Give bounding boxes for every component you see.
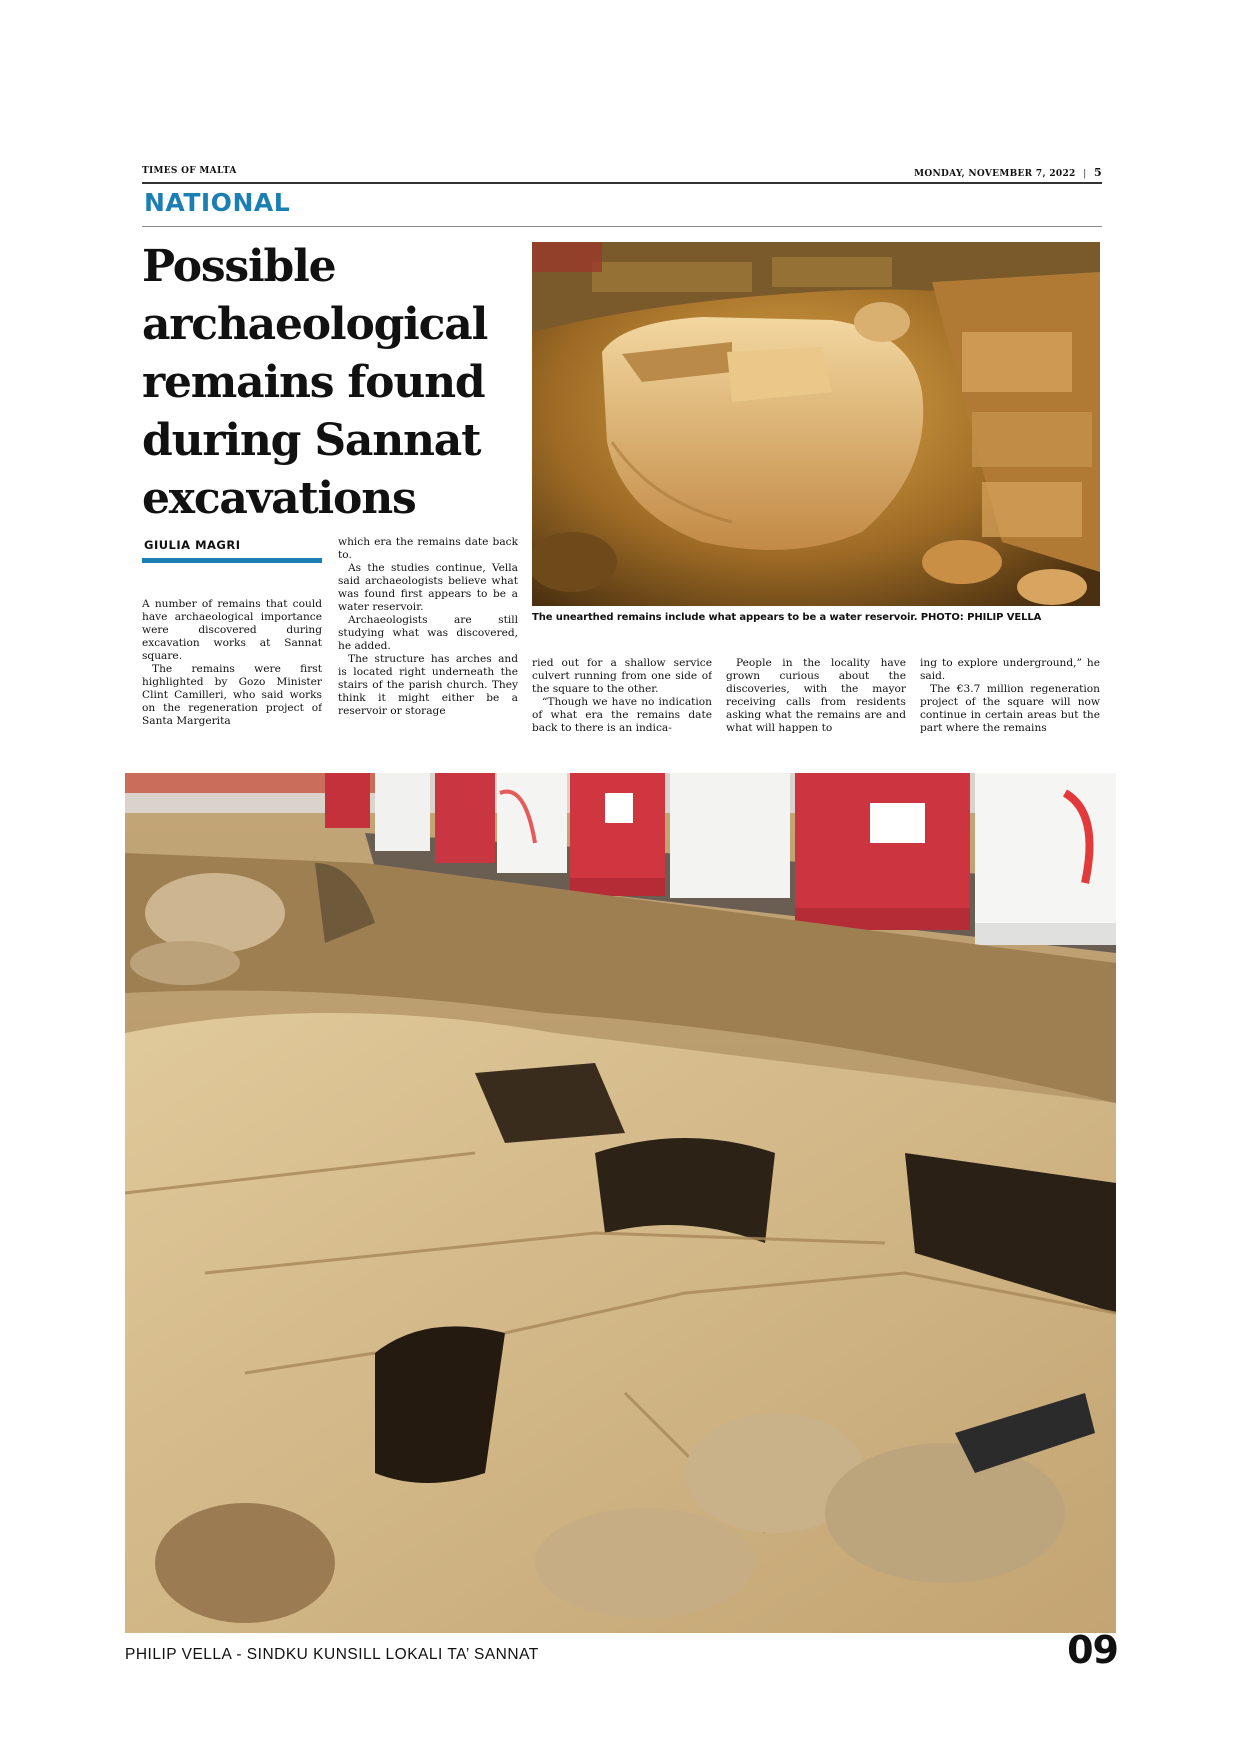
section-label: NATIONAL — [144, 188, 291, 217]
article-column-5 — [920, 657, 1100, 740]
paragraph: A number of remains that could have archaeological importance were discovered during excavation works at Sannat square. — [142, 598, 322, 662]
article-column-3 — [532, 657, 712, 740]
publication-name: TIMES OF MALTA — [142, 166, 237, 176]
reservoir-photo-illustration — [532, 242, 1100, 606]
newspaper-page-number: 5 — [1094, 166, 1102, 179]
masthead-rule — [142, 182, 1102, 184]
paragraph: The remains were first highlighted by Gozo Minister Clint Camilleri, who said works on the regeneration project of Santa Margerita — [142, 663, 322, 727]
issue-date: MONDAY, NOVEMBER 7, 2022 — [914, 169, 1076, 179]
page-number: 09 — [1067, 1628, 1118, 1672]
masthead-separator: | — [1083, 169, 1087, 179]
article-column-1 — [142, 598, 322, 740]
photo-caption: The unearthed remains include what appears to be a water reservoir. PHOTO: PHILIP VELLA — [532, 612, 1042, 623]
paragraph: ried out for a shallow service culvert running from one side of the square to the other. — [532, 657, 712, 695]
newspaper-clipping — [142, 160, 1102, 740]
issue-date-and-page — [914, 166, 1102, 179]
article-column-4 — [726, 657, 906, 740]
paragraph: People in the locality have grown curious about the discoveries, with the mayor receiving calls from residents asking what the remains are and what will happen to — [726, 657, 906, 734]
paragraph: The €3.7 million regeneration project of the square will now continue in certain areas but the part where the remains — [920, 683, 1100, 734]
section-rule — [142, 226, 1102, 227]
masthead — [142, 166, 1102, 182]
paragraph: As the studies continue, Vella said archaeologists believe what was found first appears to be a water reservoir. — [338, 562, 518, 613]
article-column-2 — [338, 536, 518, 740]
photo-credit: PHILIP VELLA - SINDKU KUNSILL LOKALI TA’ SANNAT — [125, 1646, 539, 1663]
headline: Possible archaeological remains found during Sannat excavations — [142, 241, 488, 524]
paragraph: The structure has arches and is located right underneath the stairs of the parish church. They think it might either be a reservoir or storage — [338, 653, 518, 717]
paragraph: Archaeologists are still studying what was discovered, he added. — [338, 614, 518, 652]
excavation-site-illustration — [125, 773, 1116, 1633]
reservoir-photo — [532, 242, 1100, 606]
excavation-site-photo — [125, 773, 1116, 1633]
paragraph: which era the remains date back to. — [338, 536, 518, 561]
byline-rule — [142, 558, 322, 563]
byline: GIULIA MAGRI — [144, 538, 241, 552]
paragraph: ing to explore underground,” he said. — [920, 657, 1100, 682]
paragraph: “Though we have no indication of what era the remains date back to there is an indica- — [532, 696, 712, 734]
